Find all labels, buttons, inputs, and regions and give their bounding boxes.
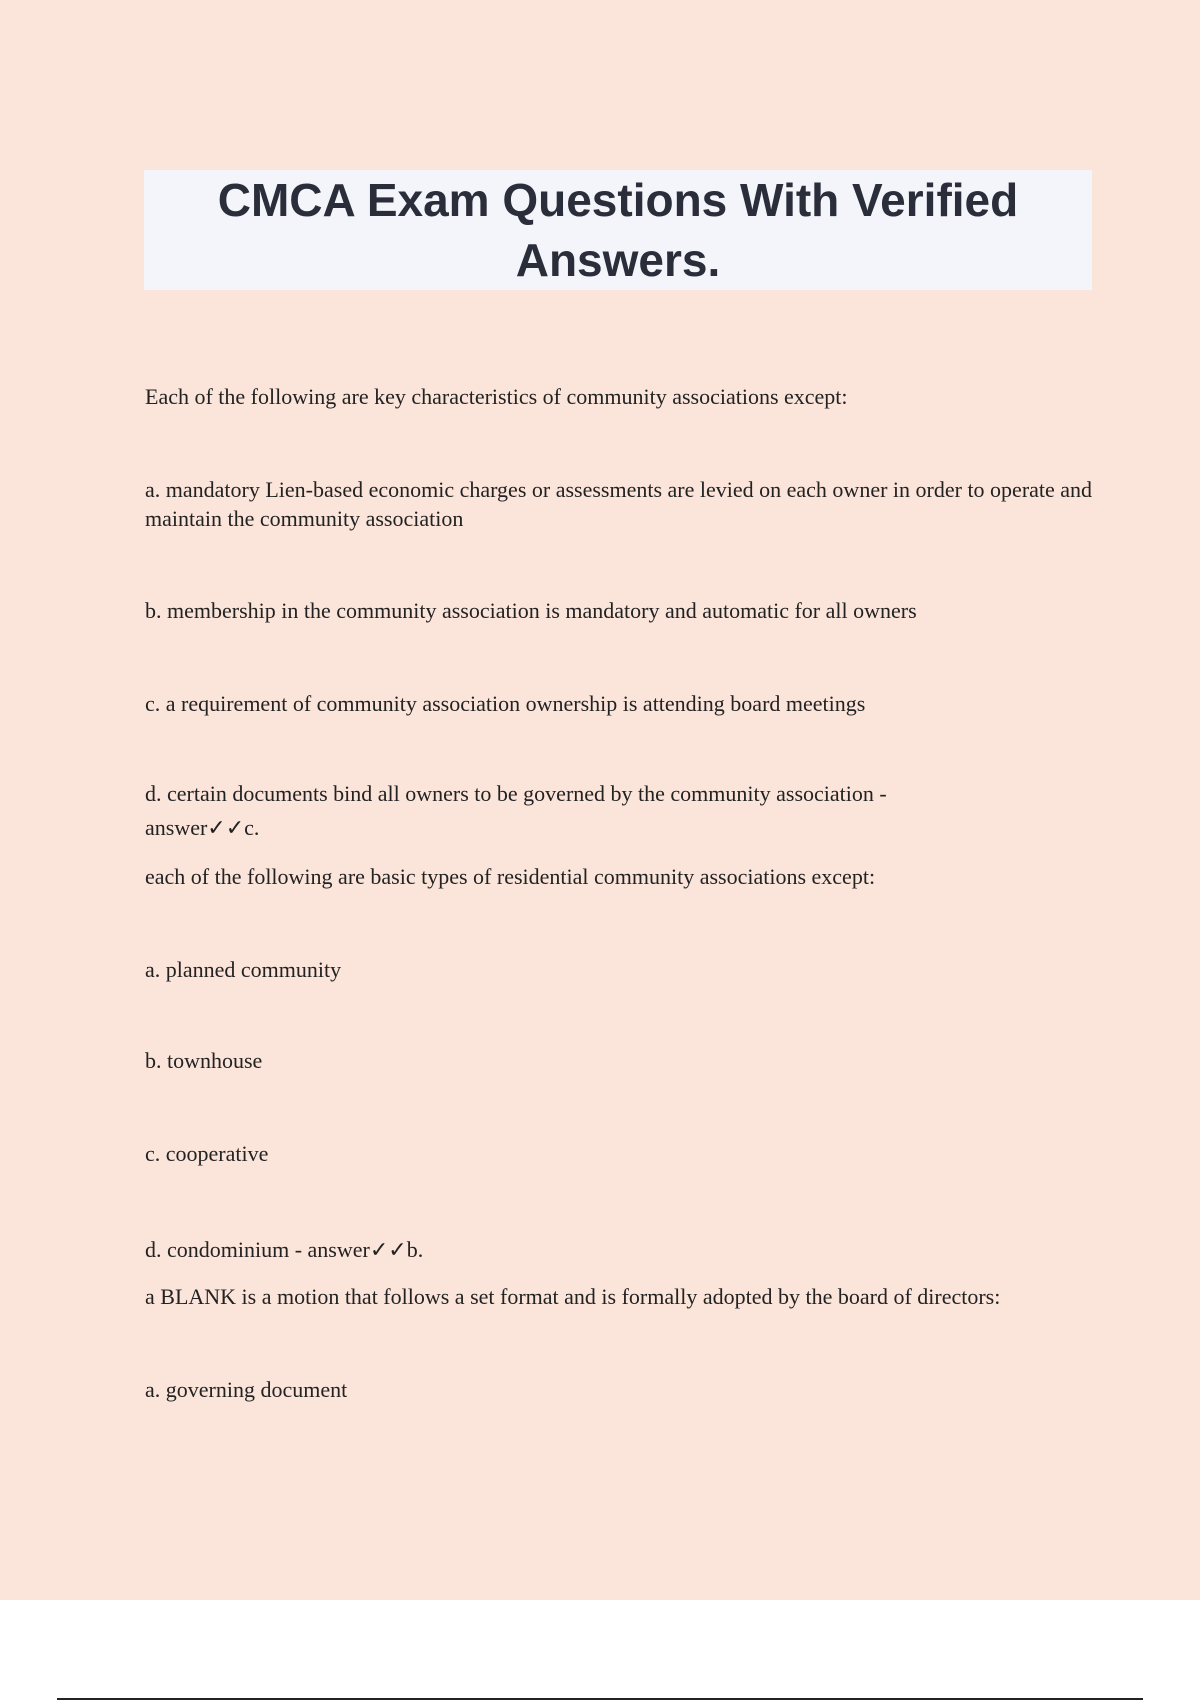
question-1-option-a: a. mandatory Lien-based economic charges or assessments are levied on each owner in order to operate and maintain the community association [145,477,1093,531]
question-2-option-b: b. townhouse [145,1048,263,1073]
question-1-option-c: c. a requirement of community association ownership is attending board meetings [145,691,866,716]
question-2-option-d-answer: d. condominium - answer✓✓b. [145,1237,424,1262]
title-banner [144,170,1092,290]
question-1-option-d-answer: d. certain documents bind all owners to be governed by the community association - answer✓✓c. [145,781,887,840]
question-3-option-a: a. governing document [145,1377,348,1402]
question-2-option-c: c. cooperative [145,1141,269,1166]
question-1-prompt: Each of the following are key characteristics of community associations except: [145,384,848,409]
question-2-option-a: a. planned community [145,957,342,982]
question-1-option-b: b. membership in the community association is mandatory and automatic for all owners [145,598,917,623]
question-3-prompt: a BLANK is a motion that follows a set format and is formally adopted by the board of directors: [145,1284,1001,1309]
question-2-prompt: each of the following are basic types of residential community associations except: [145,864,876,889]
page-title: CMCA Exam Questions With Verified Answers. [217,174,1019,286]
